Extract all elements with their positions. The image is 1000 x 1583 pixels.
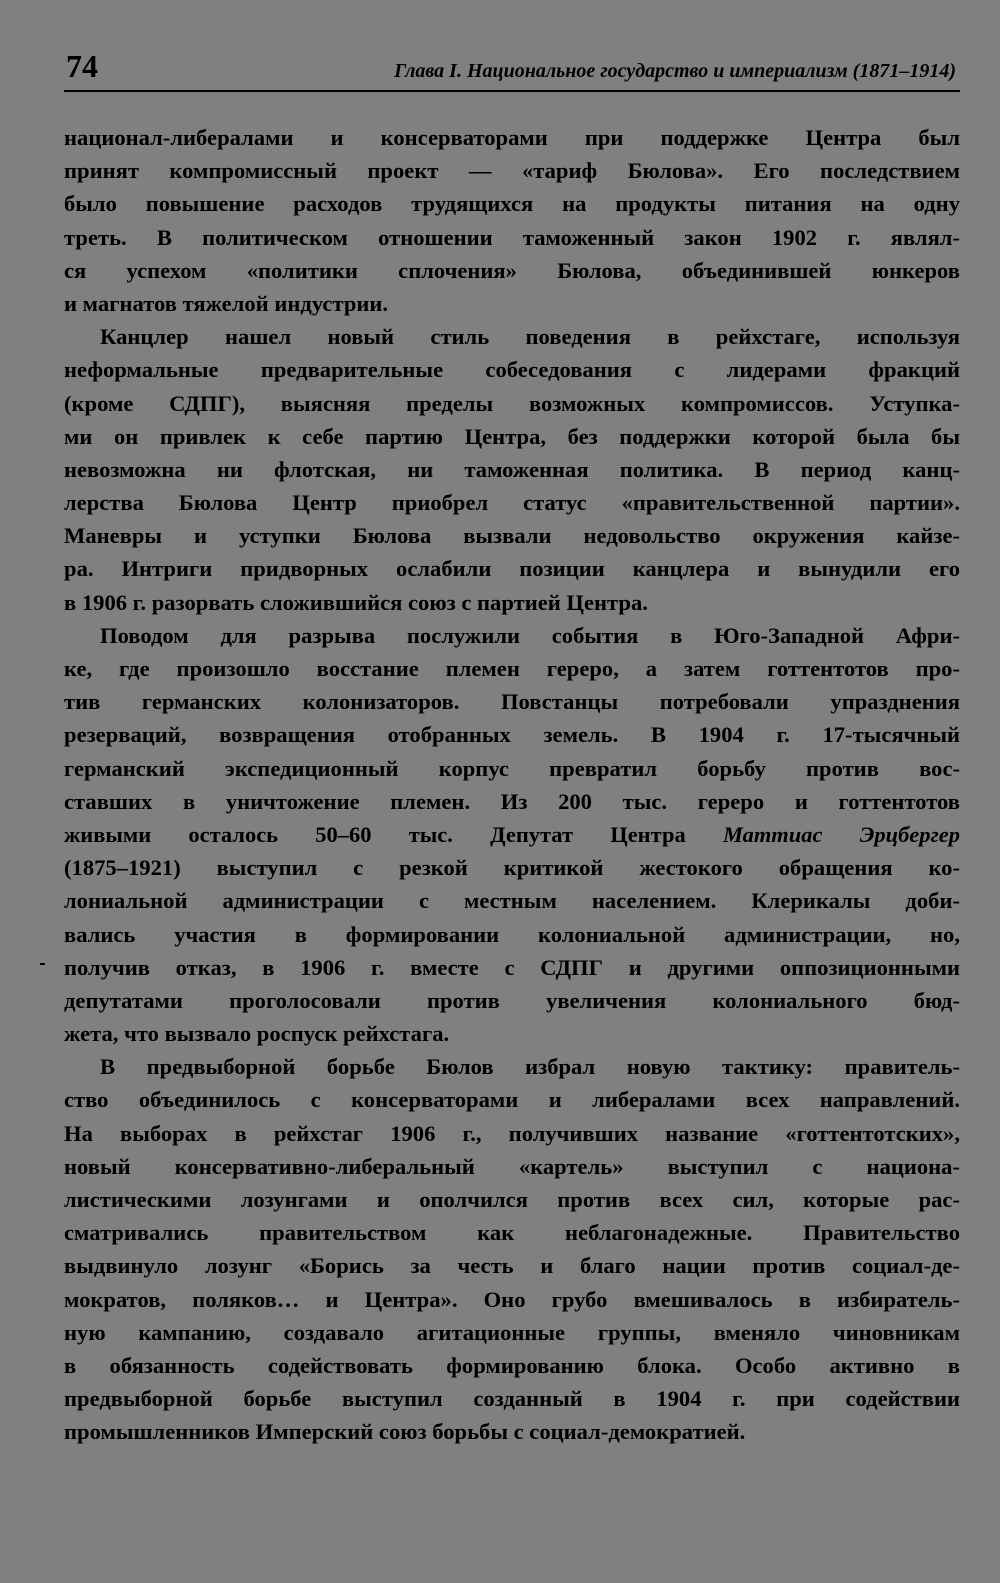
text-line: (1875–1921) выступил с резкой критикой жестокого обращения ко- (64, 855, 960, 881)
text-line: новый консервативно-либеральный «картель» выступил с национа- (64, 1153, 960, 1179)
text-line: резерваций, возвращения отобранных земель. В 1904 г. 17-тысячный (64, 722, 960, 748)
text-line: (кроме СДПГ), выясняя пределы возможных компромиссов. Уступка- (64, 390, 960, 416)
text-line: и магнатов тяжелой индустрии. (64, 290, 389, 316)
text-line: тив германских колонизаторов. Повстанцы потребовали упразднения (64, 689, 960, 715)
text-line: На выборах в рейхстаг 1906 г., получивших название «готтентотских», (64, 1120, 960, 1146)
text-line: ми он привлек к себе партию Центра, без поддержки которой была бы (64, 423, 960, 449)
text-line: национал-либералами и консерваторами при поддержке Центра был (64, 125, 960, 150)
text-line: Канцлер нашел новый стиль поведения в рейхстаге, используя (100, 324, 960, 350)
body-text (64, 121, 960, 1449)
text-line: вались участия в формировании колониальной администрации, но, (64, 921, 960, 947)
text-line: ную кампанию, создавало агитационные группы, вменяло чиновникам (64, 1319, 960, 1345)
text-line: выдвинуло лозунг «Борись за честь и благо нации против социал-де- (64, 1253, 960, 1279)
text-line: в обязанность содействовать формированию блока. Особо активно в (64, 1352, 960, 1378)
text-line (64, 818, 960, 851)
text-line: листическими лозунгами и ополчился против всех сил, которые рас- (64, 1187, 960, 1212)
text-line: в 1906 г. разорвать сложившийся союз с партией Центра. (64, 589, 648, 615)
text-line: ство объединилось с консерваторами и либералами всех направлений. (64, 1087, 960, 1113)
text-line: ке, где произошло восстание племен гереро, а затем готтентотов про- (64, 656, 960, 681)
text-line: В предвыборной борьбе Бюлов избрал новую тактику: правитель- (100, 1054, 960, 1080)
text-line: сматривались правительством как неблагонадежные. Правительство (64, 1220, 960, 1246)
text-line: невозможна ни флотская, ни таможенная политика. В период канц- (64, 456, 960, 482)
text-line: ся успехом «политики сплочения» Бюлова, объединившей юнкеров (64, 257, 960, 283)
text-line: мократов, поляков… и Центра». Оно грубо вмешивалось в избиратель- (64, 1286, 960, 1312)
text-line: германский экспедиционный корпус превратил борьбу против вос- (64, 755, 960, 781)
text-line: предвыборной борьбе выступил созданный в 1904 г. при содействии (64, 1386, 960, 1412)
text-line: жета, что вызвало роспуск рейхстага. (64, 1021, 450, 1047)
text-line: было повышение расходов трудящихся на продукты питания на одну (64, 191, 960, 217)
page-header (64, 44, 960, 92)
margin-mark (40, 963, 45, 965)
person-name: Маттиас Эрцбергер (722, 821, 960, 847)
text-line: ра. Интриги придворных ослабили позиции канцлера и вынудили его (64, 556, 960, 582)
text-line: принят компромиссный проект — «тариф Бюлова». Его последствием (64, 158, 960, 184)
running-head: Глава I. Национальное государство и империализм (1871–1914) (394, 60, 956, 82)
text-line: Поводом для разрыва послужили события в Юго-Западной Афри- (100, 622, 960, 648)
text-line: депутатами проголосовали против увеличения колониального бюд- (64, 987, 960, 1013)
text-line: неформальные предварительные собеседования с лидерами фракций (64, 357, 960, 383)
text-line: треть. В политическом отношении таможенный закон 1902 г. являл- (64, 224, 960, 250)
text-line: промышленников Имперский союз борьбы с социал-демократией. (64, 1419, 746, 1445)
text-line-part: живыми осталось 50–60 тыс. Депутат Центра (64, 821, 686, 847)
text-line: лониальной администрации с местным населением. Клерикалы доби- (64, 888, 960, 914)
text-line: лерства Бюлова Центр приобрел статус «правительственной партии». (64, 490, 960, 516)
text-line: получив отказ, в 1906 г. вместе с СДПГ и другими оппозиционными (64, 954, 960, 980)
page-number: 74 (66, 48, 98, 84)
text-line: ставших в уничтожение племен. Из 200 тыс. гереро и готтентотов (64, 788, 960, 814)
text-line: Маневры и уступки Бюлова вызвали недовольство окружения кайзе- (64, 523, 960, 549)
